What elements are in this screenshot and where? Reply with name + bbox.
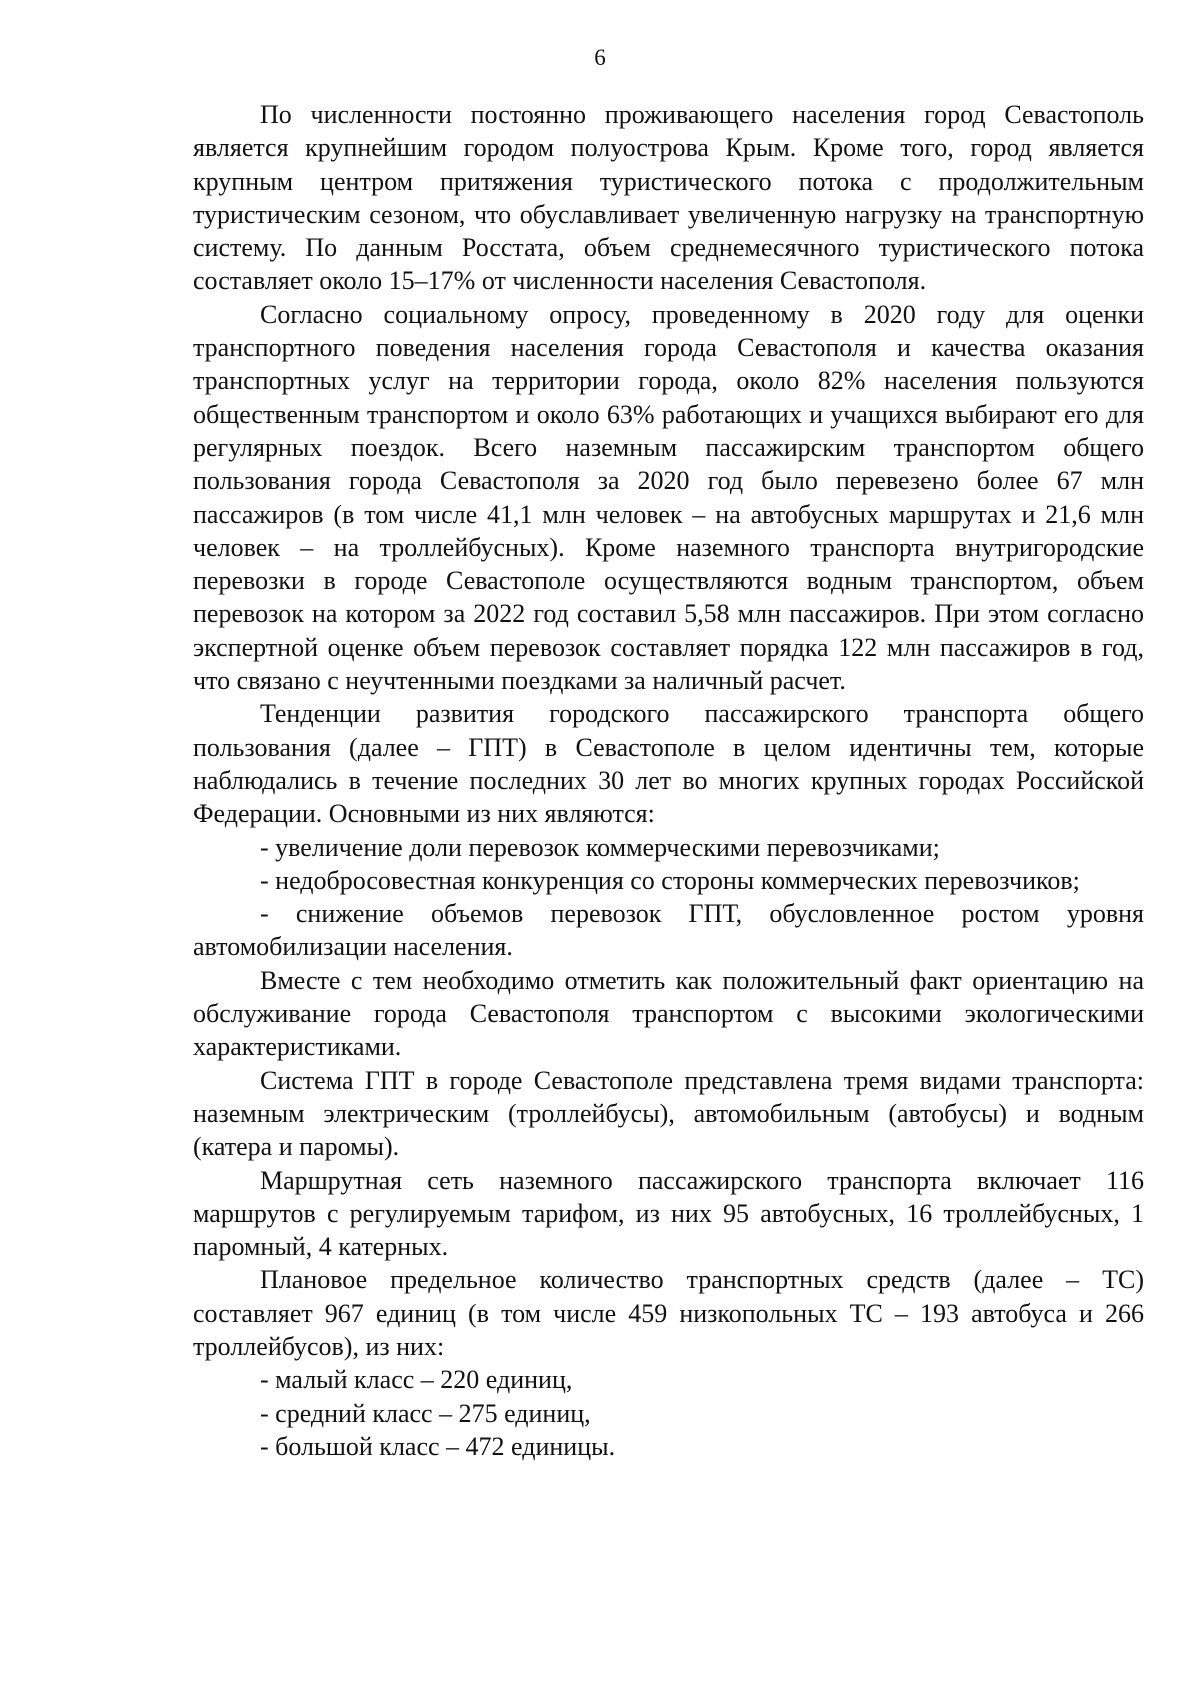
paragraph-routes: Маршрутная сеть наземного пассажирского транспорта включает 116 маршрутов с регулируемым тарифом, из них 95 автобусных, 16 троллейбусных, 1 паромный, 4 катерных. [193, 1165, 1144, 1262]
paragraph-population: По численности постоянно проживающего населения город Севастополь является крупнейшим городом полуострова Крым. Кроме того, город является крупным центром притяжения туристического потока с продолжительным туристическим сезоном, что обуславливает увеличенную нагрузку на транспортную систему. По данным Росстата, объем среднемесячного туристического потока составляет около 15–17% от численности населения Севастополя. [193, 100, 1144, 296]
list-item-large-class: - большой класс – 472 единицы. [260, 1431, 616, 1461]
page-number: 6 [594, 45, 606, 70]
document-body [193, 98, 1144, 1463]
list-item-commercial-share: - увеличение доли перевозок коммерческими перевозчиками; [260, 832, 940, 862]
paragraph-ecology: Вместе с тем необходимо отметить как положительный факт ориентацию на обслуживание города Севастополя транспортом с высокими экологическими характеристиками. [193, 965, 1144, 1062]
paragraph-trends: Тенденции развития городского пассажирского транспорта общего пользования (далее – ГПТ) в Севастополе в целом идентичны тем, которые наблюдались в течение последних 30 лет во многих крупных городах Российской Федерации. Основными из них являются: [193, 699, 1144, 829]
paragraph-survey: Согласно социальному опросу, проведенному в 2020 году для оценки транспортного поведения населения города Севастополя и качества оказания транспортных услуг на территории города, около 82% населения пользуются общественным транспортом и около 63% работающих и учащихся выбирают его для регулярных поездок. Всего наземным пассажирским транспортом общего пользования города Севастополя за 2020 год было перевезено более 67 млн пассажиров (в том числе 41,1 млн человек – на автобусных маршрутах и 21,6 млн человек – на троллейбусных). Кроме наземного транспорта внутригородские перевозки в городе Севастополе осуществляются водным транспортом, объем перевозок на котором за 2022 год составил 5,58 млн пассажиров. При этом согласно экспертной оценке объем перевозок составляет порядка 122 млн пассажиров в год, что связано с неучтенными поездками за наличный расчет. [193, 299, 1144, 696]
paragraph-system: Система ГПТ в городе Севастополе представлена тремя видами транспорта: наземным электрическим (троллейбусы), автомобильным (автобусы) и водным (катера и паромы). [193, 1065, 1144, 1162]
list-item-volume-decline: - снижение объемов перевозок ГПТ, обусловленное ростом уровня автомобилизации населения. [193, 899, 1144, 962]
list-item-competition: - недобросовестная конкуренция со стороны коммерческих перевозчиков; [260, 865, 1080, 895]
list-item-small-class: - малый класс – 220 единиц, [260, 1365, 573, 1395]
list-item-medium-class: - средний класс – 275 единиц, [260, 1398, 591, 1428]
paragraph-fleet: Плановое предельное количество транспортных средств (далее – ТС) составляет 967 единиц (в том числе 459 низкопольных ТС – 193 автобуса и 266 троллейбусов), из них: [193, 1265, 1144, 1361]
